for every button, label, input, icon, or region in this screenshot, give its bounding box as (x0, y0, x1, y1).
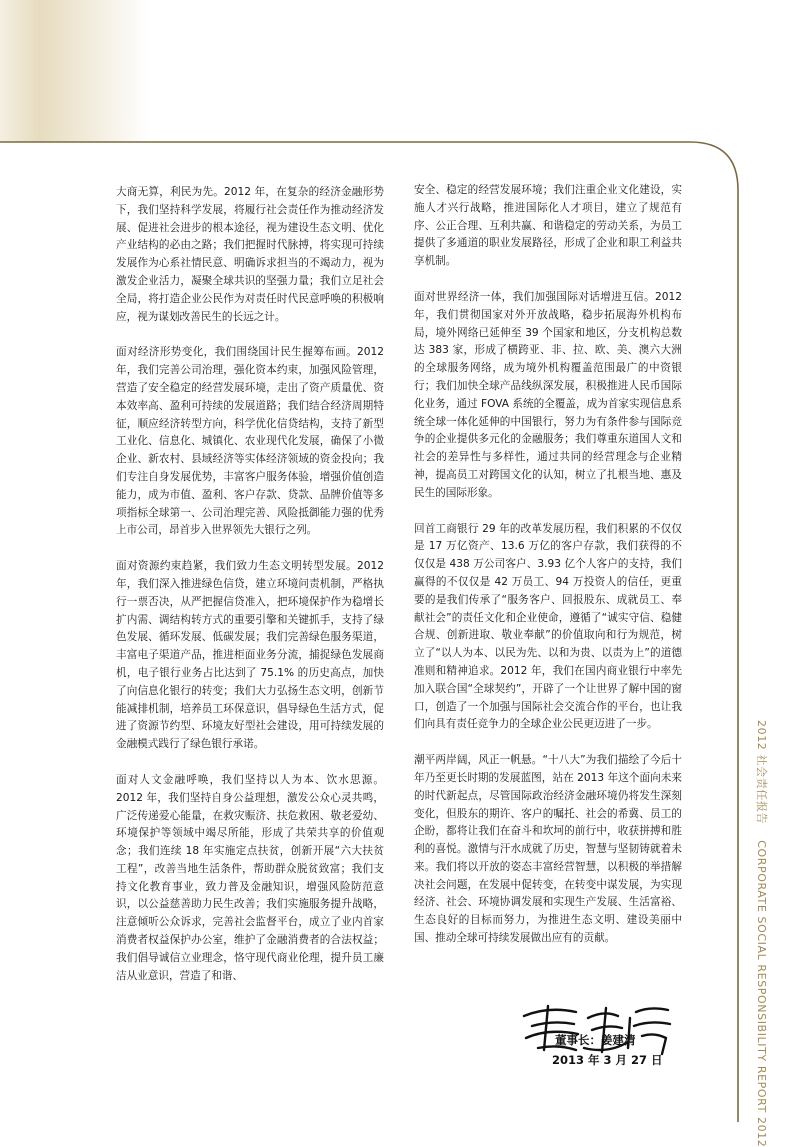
paragraph: 面对经济形势变化，我们围绕国计民生握筹布画。2012 年，我们完善公司治理，强化资本约束，加强风险管理，营造了安全稳定的经营发展环境，走出了资产质量优、资本效率高、盈利可持续的发展道路；我们结合经济周期特征，顺应经济转型方向，科学优化信贷结构，支持了新型工业化、信息化、城镇化、农业现代化发展，确保了小微企业、新农村、县域经济等实体经济领域的资金投向；我们专注自身发展优势，丰富客户服务体验，增强价值创造能力，成为市值、盈利、客户存款、贷款、品牌价值等多项指标全球第一、公司治理完善、风险抵御能力强的优秀上市公司，昂首步入世界领先大银行之列。 (116, 346, 384, 537)
paragraph: 安全、稳定的经营发展环境；我们注重企业文化建设，实施人才兴行战略，推进国际化人才项目，建立了规范有序、公正合理、互利共赢、和谐稳定的劳动关系，为员工提供了多通道的职业发展路径，形成了企业和职工利益共享机制。 (414, 184, 682, 268)
right-text-column (414, 182, 682, 966)
paragraph: 大商无算，利民为先。2012 年，在复杂的经济金融形势下，我们坚持科学发展，将履行社会责任作为推动经济发展、促进社会进步的根本途径，视为建设生态文明、优化产业结构的必由之路；我们把握时代脉搏，将实现可持续发展作为心系社情民意、明确诉求担当的不竭动力，视为激发企业活力，凝聚全球共识的坚强力量；我们立足社会全局，将打造企业公民作为对责任时代民意呼唤的积极响应，视为谋划改善民生的长远之计。 (116, 186, 384, 323)
paragraph: 回首工商银行 29 年的改革发展历程，我们积累的不仅仅是 17 万亿资产、13.6 万亿的客户存款，我们获得的不仅仅是 438 万公司客户、3.93 亿个人客户的支持，我们赢得的不仅仅是 42 万员工、94 万投资人的信任，更重要的是我们传承了“服务客户、回报股东、成就员工、奉献社会”的责任文化和企业使命，遵循了“诚实守信、稳健合规、创新进取、敬业奉献”的价值取向和行为规范，树立了“以人为本、以民为先、以和为贵、以责为上”的道德准则和精神追求。2012 年，我们在国内商业银行中率先加入联合国“全球契约”，开辟了一个让世界了解中国的窗口，创造了一个加强与国际社会交流合作的平台，也让我们向具有责任竞争力的全球企业公民更迈进了一步。 (414, 522, 682, 731)
side-label-english: CORPORATE SOCIAL RESPONSIBILITY REPORT 2012 (755, 840, 768, 1147)
side-label-chinese: 2012 社会责任报告 (755, 720, 768, 825)
paragraph: 面对世界经济一体，我们加强国际对话增进互信。2012 年，我们贯彻国家对外开放战略，稳步拓展海外机构布局，境外网络已延伸至 39 个国家和地区，分支机构总数达 383 家，形成了横跨亚、非、拉、欧、美、澳六大洲的全球服务网络，成为境外机构覆盖范围最广的中资银行；我们加快全球产品线纵深发展，积极推进人民币国际化业务，通过 FOVA 系统的全覆盖，成为首家实现信息系统全球一体化延伸的中国银行，努力为有条件参与国际竞争的企业提供多元化的金融服务；我们尊重东道国人文和社会的差异性与多样性，通过共同的经营理念与企业精神，提高员工对跨国文化的认知，树立了扎根当地、惠及民生的国际形象。 (414, 290, 682, 499)
header-gold-gradient (0, 0, 793, 142)
paragraph: 面对人文金融呼唤，我们坚持以人为本、饮水思源。2012 年，我们坚持自身公益理想，激发公众心灵共鸣，广泛传递爱心能量，在救灾赈济、扶危救困、敬老爱幼、环境保护等领域中竭尽所能，形成了共荣共享的价值观念；我们连续 18 年实施定点扶贫，创新开展“六大扶贫工程”，改善当地生活条件，帮助群众脱贫致富；我们支持文化教育事业，致力普及金融知识，增强风险防范意识，以公益慈善助力民生改善；我们实施服务提升战略，注意倾听公众诉求，完善社会监督平台，成立了业内首家消费者权益保护办公室，维护了金融消费者的合法权益；我们倡导诚信立业理念，恪守现代商业伦理，提升员工廉洁从业意识，营造了和谐、 (116, 773, 384, 982)
side-report-label (754, 720, 770, 1147)
handwritten-signature (518, 968, 678, 1088)
paragraph: 潮平两岸阔，风正一帆悬。“十八大”为我们描绘了今后十年乃至更长时期的发展蓝图，站在 2013 年这个面向未来的时代新起点，尽管国际政治经济金融环境仍将发生深刻变化，但股东的期许、客户的嘱托、社会的希冀、员工的企盼，都将让我们在奋斗和坎坷的前行中，收获拼搏和胜利的喜悦。激情与汗水成就了历史，智慧与坚韧铸就着未来。我们将以开放的姿态丰富经营智慧，以积极的举措解决社会问题，在发展中促转变，在转变中谋发展，为实现经济、社会、环境协调发展和实现生产发展、生活富裕、生态良好的目标而努力，为推进生态文明、建设美丽中国、推动全球可持续发展做出应有的贡献。 (414, 754, 682, 945)
paragraph: 面对资源约束趋紧，我们致力生态文明转型发展。2012 年，我们深入推进绿色信贷，建立环境问责机制，严格执行一票否决，从严把握信贷准入，把环境保护作为稳增长扩内需、调结构转方式的重要引擎和关键抓手，支持了绿色发展、循环发展、低碳发展；我们完善绿色服务渠道，丰富电子渠道产品，推进柜面业务分流，捕捉绿色发展商机，电子银行业务占比达到了 75.1% 的历史高点，加快了向信息化银行的转变；我们大力弘扬生态文明，创新节能减排机制，培养员工环保意识，倡导绿色生活方式，促进了资源节约型、环境友好型社会建设，用可持续发展的金融模式践行了绿色银行承诺。 (116, 560, 384, 751)
signature-date: 2013 年 3 月 27 日 (552, 1053, 663, 1067)
left-text-column (116, 184, 384, 1003)
signatory-name: 董事长：姜建清 (555, 1033, 636, 1047)
